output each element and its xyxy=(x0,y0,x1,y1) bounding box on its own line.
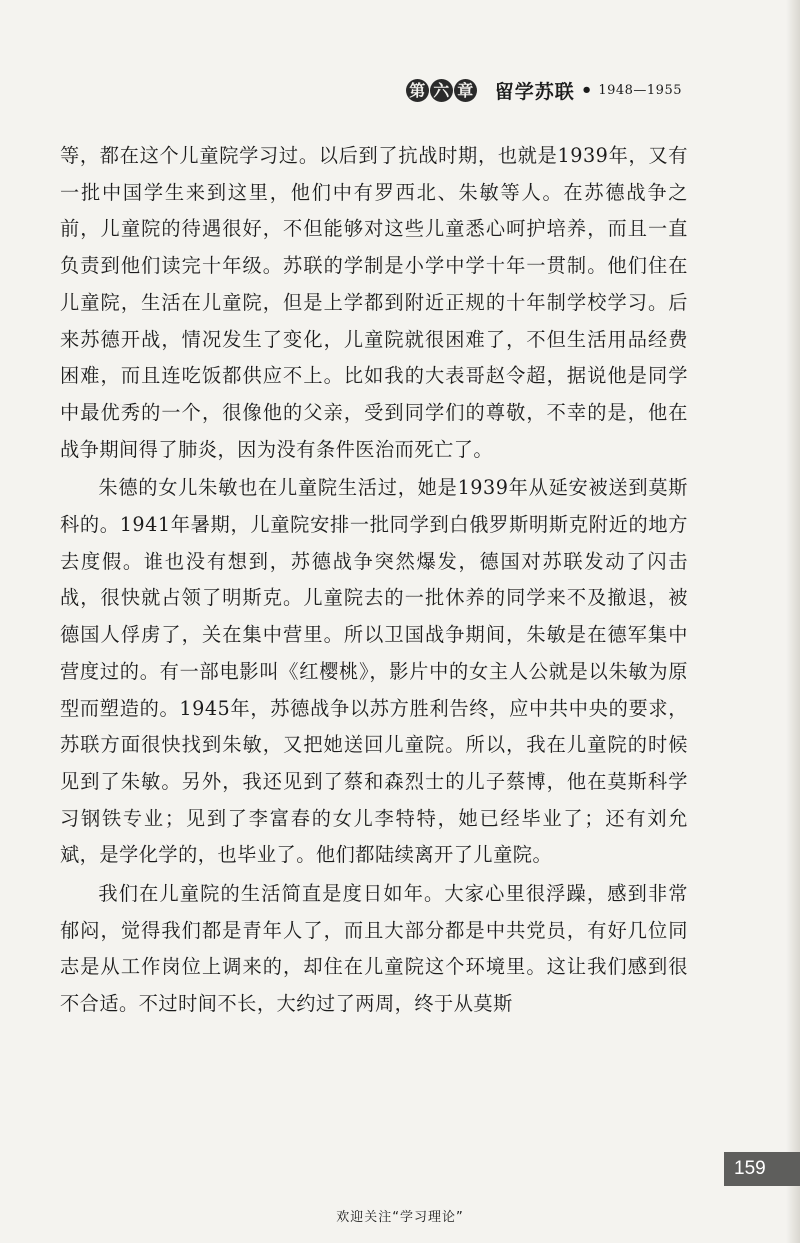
chapter-badge-char: 第 xyxy=(406,79,429,102)
chapter-years: 1948—1955 xyxy=(598,82,682,98)
header-separator: • xyxy=(580,79,593,101)
page-number: 159 xyxy=(724,1152,800,1186)
running-header xyxy=(406,78,682,102)
paragraph-continued: 等，都在这个儿童院学习过。以后到了抗战时期，也就是1939年，又有一批中国学生来到这里，他们中有罗西北、朱敏等人。在苏德战争之前，儿童院的待遇很好，不但能够对这些儿童悉心呵护培养，而且一直负责到他们读完十年级。苏联的学制是小学中学十年一贯制。他们住在儿童院，生活在儿童院，但是上学都到附近正规的十年制学校学习。后来苏德开战，情况发生了变化，儿童院就很困难了，不但生活用品经费困难，而且连吃饭都供应不上。比如我的大表哥赵令超，据说他是同学中最优秀的一个，很像他的父亲，受到同学们的尊敬，不幸的是，他在战争期间得了肺炎，因为没有条件医治而死亡了。 xyxy=(60,144,688,461)
page-edge-shadow xyxy=(786,0,800,1243)
body-text xyxy=(60,138,688,1023)
paragraph: 朱德的女儿朱敏也在儿童院生活过，她是1939年从延安被送到莫斯科的。1941年暑期，儿童院安排一批同学到白俄罗斯明斯克附近的地方去度假。谁也没有想到，苏德战争突然爆发，德国对苏联发动了闪击战，很快就占领了明斯克。儿童院去的一批休养的同学来不及撤退，被德国人俘虏了，关在集中营里。所以卫国战争期间，朱敏是在德军集中营度过的。有一部电影叫《红樱桃》，影片中的女主人公就是以朱敏为原型而塑造的。1945年，苏德战争以苏方胜利告终，应中共中央的要求，苏联方面很快找到朱敏，又把她送回儿童院。所以，我在儿童院的时候见到了朱敏。另外，我还见到了蔡和森烈士的儿子蔡博，他在莫斯科学习钢铁专业；见到了李富春的女儿李特特，她已经毕业了；还有刘允斌，是学化学的，也毕业了。他们都陆续离开了儿童院。 xyxy=(60,476,688,867)
chapter-badge xyxy=(406,79,477,102)
paragraph: 我们在儿童院的生活简直是度日如年。大家心里很浮躁，感到非常郁闷，觉得我们都是青年人了，而且大部分都是中共党员，有好几位同志是从工作岗位上调来的，却住在儿童院这个环境里。这让我们感到很不合适。不过时间不长，大约过了两周，终于从莫斯 xyxy=(60,882,688,1016)
chapter-badge-char: 章 xyxy=(454,79,477,102)
chapter-title: 留学苏联 xyxy=(494,80,575,103)
chapter-badge-char: 六 xyxy=(430,79,453,102)
footer-note: 欢迎关注“学习理论” xyxy=(336,1210,464,1225)
